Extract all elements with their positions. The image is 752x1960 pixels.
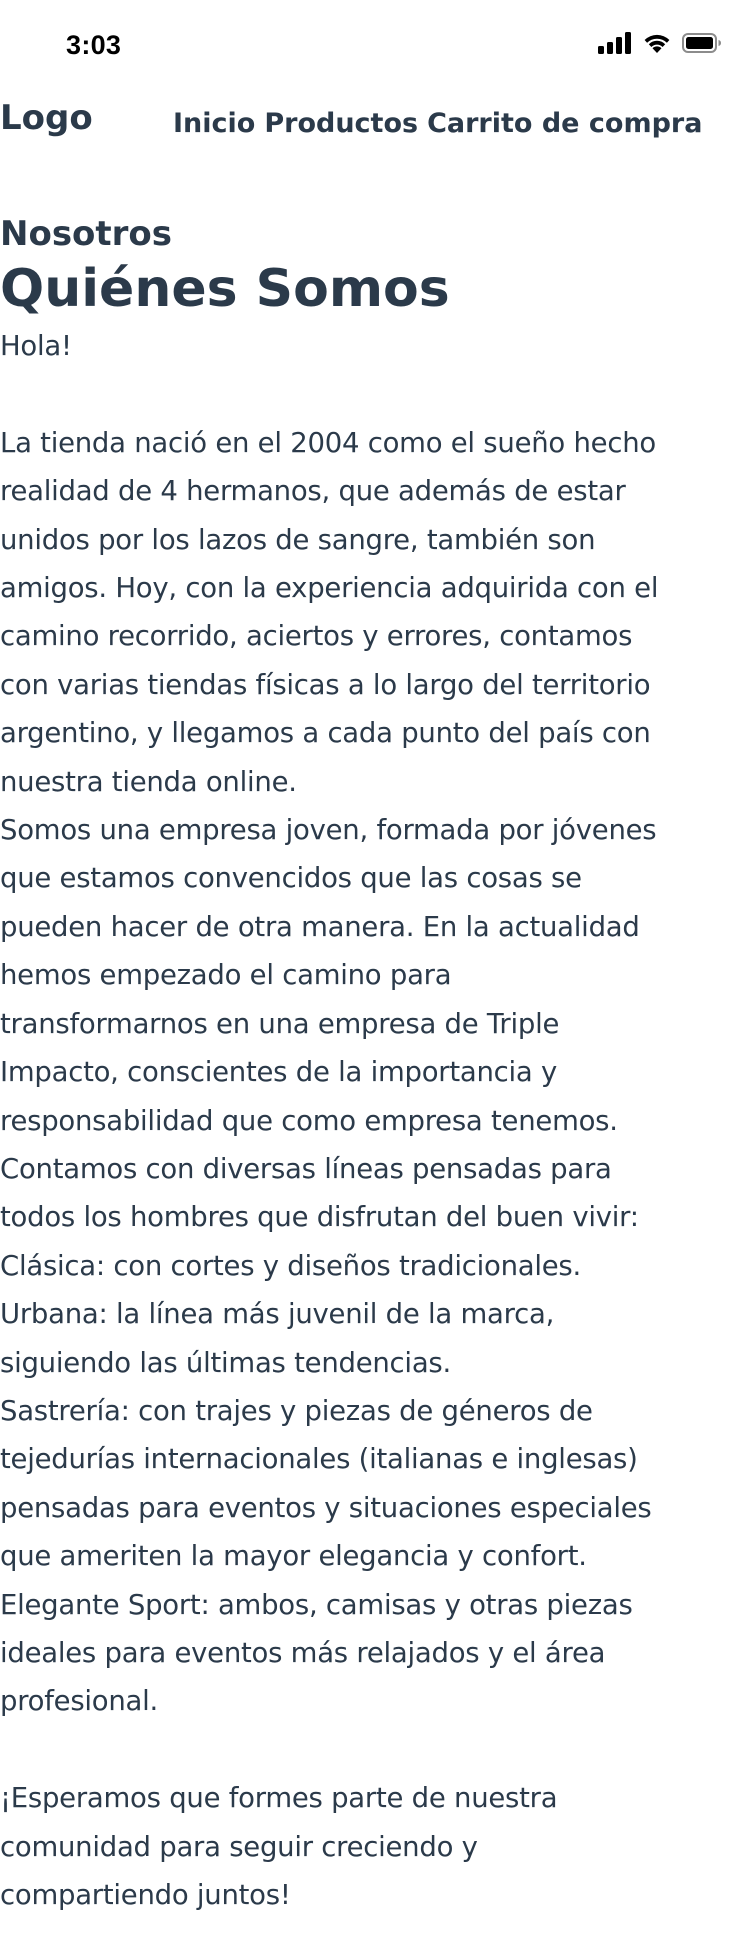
page-title: Quiénes Somos xyxy=(0,259,450,319)
main-nav xyxy=(173,108,702,139)
section-eyebrow: Nosotros xyxy=(0,214,173,254)
nav-productos-link[interactable]: Productos xyxy=(264,108,419,139)
history-paragraph: La tienda nació en el 2004 como el sueño hecho realidad de 4 hermanos, que además de estar unidos por los lazos de sangre, también son amigos. Hoy, con la experiencia adquirida con el camino recorrido, aciertos y errores, contamos con varias tiendas físicas a lo largo del territorio argentino, y llegamos a cada punto del país con nuestra tienda online. xyxy=(0,426,659,798)
nav-inicio-link[interactable]: Inicio xyxy=(173,108,256,139)
status-icons xyxy=(598,32,722,54)
lines-intro-paragraph: Contamos con diversas líneas pensadas para todos los hombres que disfrutan del buen vivir: xyxy=(0,1152,639,1234)
line-elegante-sport-item: Elegante Sport: ambos, camisas y otras piezas ideales para eventos más relajados y el área profesional. xyxy=(0,1588,633,1718)
line-clasica-item: Clásica: con cortes y diseños tradicionales. xyxy=(0,1249,581,1282)
greeting-text: Hola! xyxy=(0,330,72,362)
cellular-signal-icon xyxy=(598,32,632,54)
mission-paragraph: Somos una empresa joven, formada por jóvenes que estamos convencidos que las cosas se pueden hacer de otra manera. En la actualidad hemos empezado el camino para transformarnos en una empresa de Triple Impacto, conscientes de la importancia y responsabilidad que como empresa tenemos. xyxy=(0,814,657,1137)
battery-icon xyxy=(682,32,722,54)
nav-carrito-link[interactable]: Carrito de compra xyxy=(427,108,703,139)
line-urbana-item: Urbana: la línea más juvenil de la marca, siguiendo las últimas tendencias. xyxy=(0,1298,555,1379)
wifi-icon xyxy=(642,32,672,54)
status-bar xyxy=(0,0,752,92)
spacer-line xyxy=(0,1726,752,1774)
status-time: 3:03 xyxy=(66,30,122,60)
logo[interactable]: Logo xyxy=(0,98,93,138)
closing-paragraph: ¡Esperamos que formes parte de nuestra comunidad para seguir creciendo y compartiendo juntos! xyxy=(0,1782,558,1911)
site-header xyxy=(0,96,752,156)
line-sastreria-item: Sastrería: con trajes y piezas de géneros de tejedurías internacionales (italianas e inglesas) pensadas para eventos y situaciones especiales que ameriten la mayor elegancia y confort. xyxy=(0,1394,652,1573)
about-section xyxy=(0,212,752,1919)
spacer-line xyxy=(0,370,752,418)
